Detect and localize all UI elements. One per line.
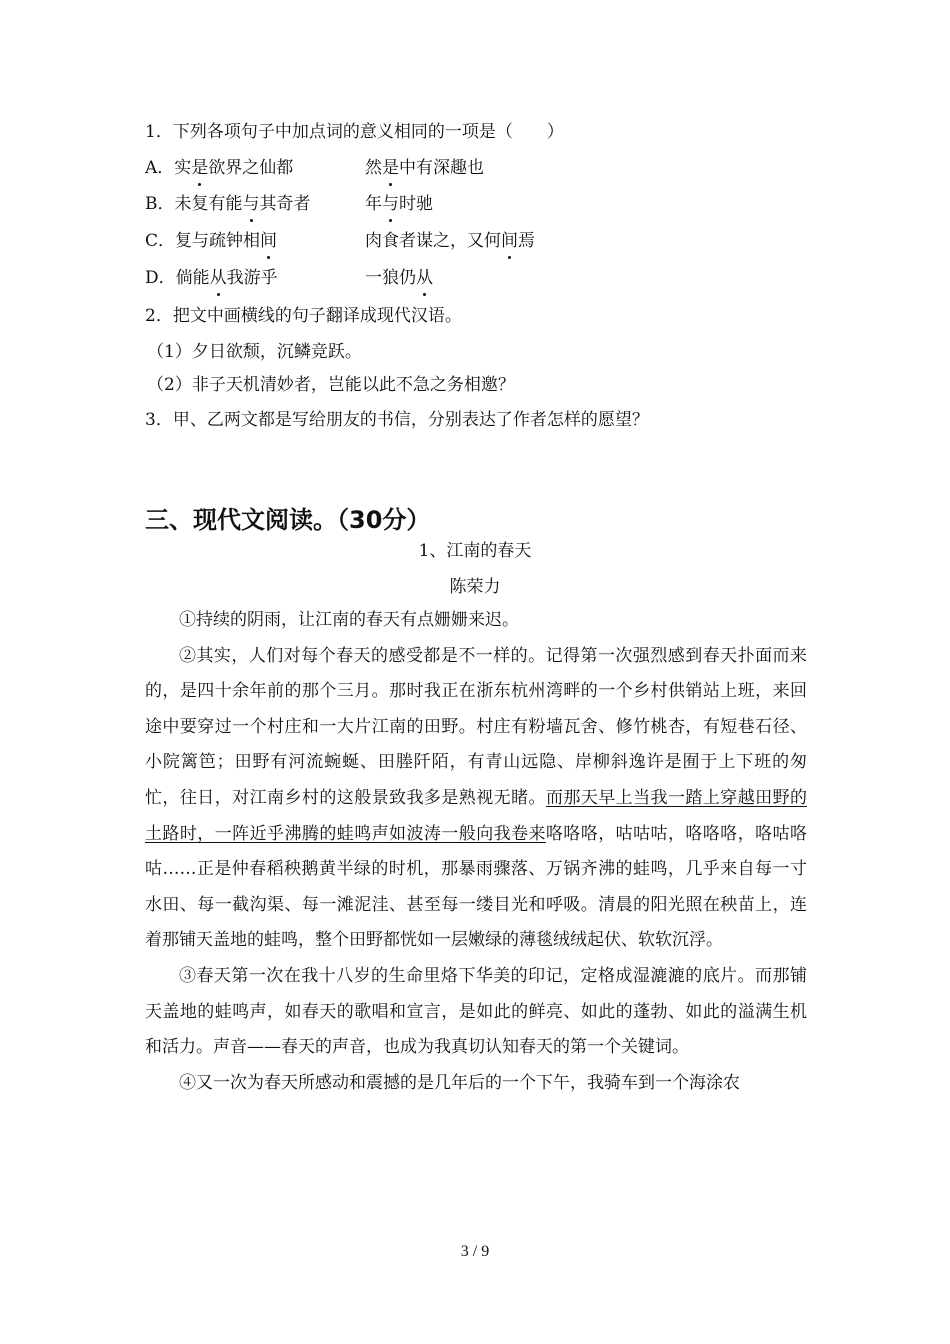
question-2: 2．把文中画横线的句子翻译成现代汉语。: [145, 306, 462, 326]
article-author: 陈荣力: [449, 577, 501, 597]
question-2-1: （1）夕日欲颓，沉鳞竞跃。: [147, 342, 362, 362]
article-title: 1、江南的春天: [418, 541, 532, 561]
article-body: [145, 603, 807, 1101]
paragraph-4: ④又一次为春天所感动和震撼的是几年后的一个下午，我骑车到一个海涂农: [179, 1072, 740, 1093]
option-a: A．实是欲界之仙都 然是中有深趣也: [145, 158, 484, 178]
question-2-2: （2）非子天机清妙者，岂能以此不急之务相邀？: [147, 375, 515, 395]
paragraph-3: ③春天第一次在我十八岁的生命里烙下华美的印记，定格成湿漉漉的底片。而那铺天盖地的蛙鸣声，如春天的歌唱和宣言，是如此的鲜亮、如此的蓬勃、如此的溢满生机和活力。声音——春天的声音，也成为我真切认知春天的第一个关键词。: [145, 965, 807, 1058]
underlined-sentence: 而那天早上当我一踏上穿越田野的土路时，一阵近乎沸腾的蛙鸣声如波涛一般向我卷来: [145, 787, 808, 844]
paragraph-2: ②其实，人们对每个春天的感受都是不一样的。记得第一次强烈感到春天扑面而来的，是四十余年前的那个三月。那时我正在浙东杭州湾畔的一个乡村供销站上班，来回途中要穿过一个村庄和一大片江南的田野。村庄有粉墙瓦舍、修竹桃杏，有短巷石径、小院篱笆；田野有河流蜿蜒、田塍阡陌，有青山远隐、岸柳斜逸许是囿于上下班的匆忙，往日，对江南乡村的这般景致我多是熟视无睹。而那天早上当我一踏上穿越田野的土路时，一阵近乎沸腾的蛙鸣声如波涛一般向我卷来咯咯咯，咕咕咕，咯咯咯，咯咕咯咕……正是仲春稻秧鹅黄半绿的时机，那暴雨骤落、万锅齐沸的蛙鸣，几乎来自每一寸水田、每一截沟渠、每一滩泥洼、甚至每一缕目光和呼吸。清晨的阳光照在秧苗上，连着那铺天盖地的蛙鸣，整个田野都恍如一层嫩绿的薄毯绒绒起伏、软软沉浮。: [145, 645, 808, 951]
question-3: 3．甲、乙两文都是写给朋友的书信，分别表达了作者怎样的愿望？: [145, 410, 649, 430]
option-d: D．倘能从我游乎 一狼仍从: [145, 268, 433, 288]
option-b: B．未复有能与其奇者 年与时驰: [145, 194, 433, 214]
option-c: C．复与疏钟相间 肉食者谋之，又何间焉: [145, 231, 535, 251]
section-heading: 三、现代文阅读。（30分）: [145, 506, 431, 534]
paragraph-1: ①持续的阴雨，让江南的春天有点姗姗来迟。: [179, 610, 519, 630]
question-1: 1．下列各项句子中加点词的意义相同的一项是（ ）: [145, 122, 564, 142]
page-number: 3 / 9: [460, 1243, 490, 1260]
